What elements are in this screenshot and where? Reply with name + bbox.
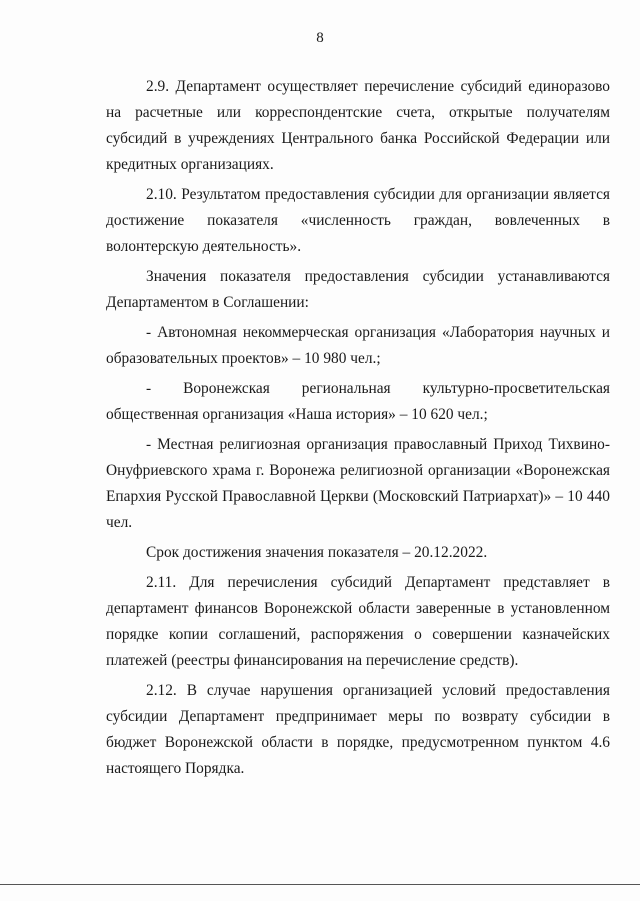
- paragraph-indicator-values: Значения показателя предоставления субсидии устанавливаются Департаментом в Соглашении:: [106, 268, 610, 311]
- page-number: 8: [316, 30, 324, 46]
- paragraph-2-11: 2.11. Для перечисления субсидий Департамент представляет в департамент финансов Воронежской области заверенные в установленном порядке копии соглашений, распоряжения о совершении казначейских платежей (реестры финансирования на перечисление средств).: [106, 574, 610, 669]
- list-item-organization-1: - Автономная некоммерческая организация «Лаборатория научных и образовательных проектов» – 10 980 чел.;: [106, 324, 610, 367]
- document-body: [106, 74, 610, 782]
- paragraph-2-12: 2.12. В случае нарушения организацией условий предоставления субсидии Департамент предпринимает меры по возврату субсидии в бюджет Воронежской области в порядке, предусмотренном пунктом 4.6 настоящего Порядка.: [106, 682, 610, 777]
- paragraph-2-10: 2.10. Результатом предоставления субсидии для организации является достижение показателя «численность граждан, вовлеченных в волонтерскую деятельность».: [106, 186, 610, 255]
- bottom-divider: [0, 884, 640, 885]
- list-item-organization-2: - Воронежская региональная культурно-просветительская общественная организация «Наша история» – 10 620 чел.;: [106, 380, 610, 423]
- paragraph-deadline: Срок достижения значения показателя – 20.12.2022.: [146, 544, 488, 561]
- list-item-organization-3: - Местная религиозная организация православный Приход Тихвино-Онуфриевского храма г. Воронежа религиозной организации «Воронежская Епархия Русской Православной Церкви (Московский Патриархат)» – 10 440 чел.: [106, 436, 610, 531]
- paragraph-2-9: 2.9. Департамент осуществляет перечисление субсидий единоразово на расчетные или корреспондентские счета, открытые получателям субсидий в учреждениях Центрального банка Российской Федерации или кредитных организациях.: [106, 78, 610, 173]
